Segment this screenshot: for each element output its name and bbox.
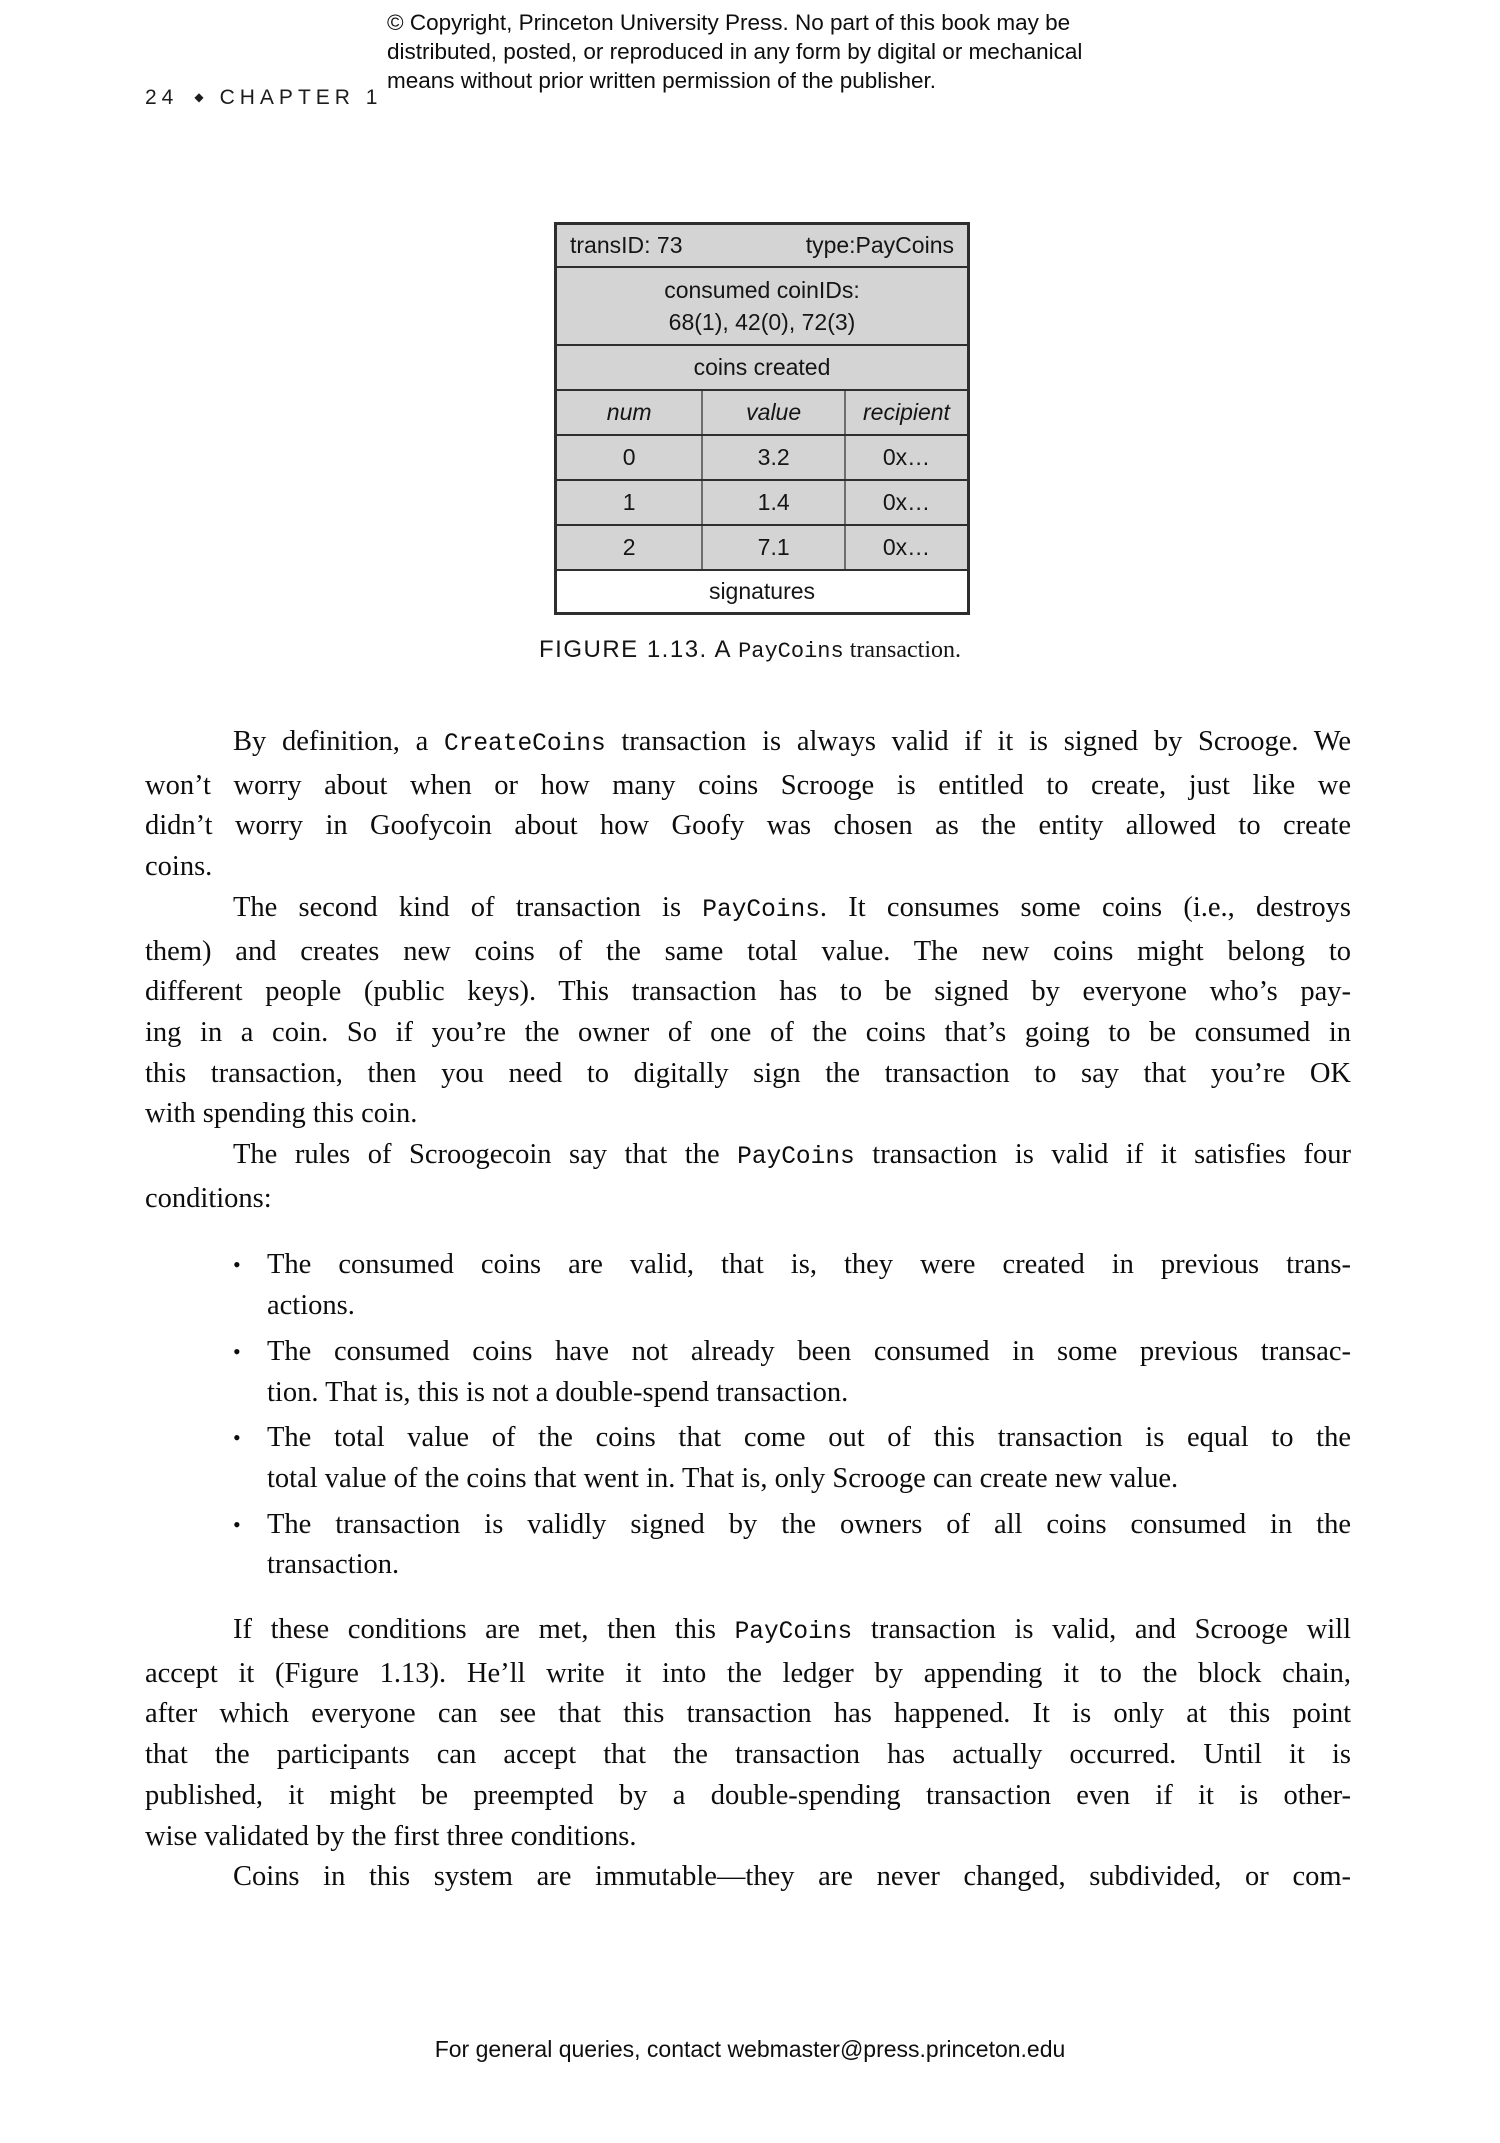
table-column-headers: [557, 391, 967, 436]
paragraph-line: accept it (Figure 1.13). He’ll write it into the ledger by appending it to the block chain,: [145, 1657, 1351, 1689]
text-segment: By definition, a: [233, 726, 444, 757]
table-row-coins-created: coins created: [557, 346, 967, 391]
body-text: [145, 722, 1351, 1898]
paragraph-line: [145, 1610, 1351, 1654]
list-item-line: total value of the coins that went in. That is, only Scrooge can create new value.: [267, 1462, 1179, 1494]
table-row-header: [557, 225, 967, 268]
column-header: value: [701, 391, 844, 434]
list-item-line: transaction.: [267, 1549, 400, 1581]
bullet-icon: •: [233, 1425, 241, 1451]
cell-recipient: 0x…: [844, 526, 967, 569]
paragraph: [145, 1857, 1351, 1898]
figure-caption-label: FIGURE 1.13. A: [539, 636, 733, 663]
list-item-line: actions.: [267, 1290, 355, 1322]
text-segment: transaction is valid, and Scrooge will: [852, 1614, 1351, 1646]
copyright-line: © Copyright, Princeton University Press. No part of this book may be: [387, 10, 1071, 35]
list-item-line: The consumed coins are valid, that is, they were created in previous trans-: [267, 1249, 1351, 1281]
table-row-consumed: [557, 268, 967, 346]
paragraph-line: didn’t worry in Goofycoin about how Goofy was chosen as the entity allowed to create: [145, 810, 1351, 842]
paragraph-line: after which everyone can see that this transaction has happened. It is only at this point: [145, 1698, 1351, 1730]
figure-caption-code: PayCoins: [738, 639, 844, 664]
table-row: [557, 436, 967, 481]
paragraph-line: [145, 722, 1351, 766]
consumed-ids: 68(1), 42(0), 72(3): [668, 309, 856, 335]
table-row: [557, 481, 967, 526]
list-item-line: tion. That is, this is not a double-spend transaction.: [267, 1376, 849, 1408]
paragraph: [145, 722, 1351, 888]
paragraph: [145, 1135, 1351, 1219]
paragraph-line: with spending this coin.: [145, 1098, 418, 1130]
cell-value: 1.4: [701, 481, 844, 524]
list-item: [145, 1418, 1351, 1499]
list-item: [145, 1245, 1351, 1326]
conditions-list: [145, 1245, 1351, 1586]
table-row: [557, 526, 967, 571]
code-term: PayCoins: [734, 1619, 853, 1647]
paragraph: [145, 888, 1351, 1135]
page-number: 24: [145, 86, 179, 109]
cell-value: 7.1: [701, 526, 844, 569]
text-segment: The rules of Scroogecoin say that the: [233, 1139, 738, 1171]
copyright-line: distributed, posted, or reproduced in any form by digital or mechanical: [387, 39, 1083, 64]
code-term: PayCoins: [702, 896, 820, 924]
paragraph-line: coins.: [145, 851, 213, 883]
footer-contact: For general queries, contact webmaster@press.princeton.edu: [434, 2036, 1066, 2062]
list-item-line: The total value of the coins that come out of this transaction is equal to the: [267, 1422, 1351, 1454]
table-row-signatures: signatures: [557, 571, 967, 612]
paragraph-line: conditions:: [145, 1182, 272, 1214]
code-term: PayCoins: [737, 1144, 855, 1172]
figure-caption-text: transaction.: [849, 637, 961, 663]
trans-type: type:PayCoins: [805, 232, 954, 258]
consumed-label: consumed coinIDs:: [664, 277, 860, 303]
paragraph-line: different people (public keys). This transaction has to be signed by everyone who’s pay-: [145, 976, 1351, 1008]
paragraph-line: wise validated by the first three conditions.: [145, 1820, 637, 1852]
paragraph-line: that the participants can accept that the transaction has actually occurred. Until it is: [145, 1739, 1351, 1771]
chapter-title: CHAPTER 1: [219, 86, 383, 109]
paragraph-line: ing in a coin. So if you’re the owner of one of the coins that’s going to be consumed in: [145, 1016, 1351, 1048]
paragraph-line: [145, 888, 1351, 932]
list-item: [145, 1332, 1351, 1413]
cell-value: 3.2: [701, 436, 844, 479]
cell-recipient: 0x…: [844, 481, 967, 524]
text-segment: transaction is valid if it satisfies four: [854, 1139, 1351, 1171]
running-head: [145, 86, 382, 110]
bullet-icon: •: [233, 1252, 241, 1278]
cell-num: 0: [622, 444, 636, 470]
paycoins-transaction-figure: [554, 222, 970, 615]
text-segment: If these conditions are met, then this: [233, 1614, 735, 1646]
separator-diamond-icon: ◆: [194, 90, 204, 104]
paragraph-line: them) and creates new coins of the same total value. The new coins might belong to: [145, 935, 1351, 967]
figure-caption: [0, 636, 1500, 664]
copyright-line: means without prior written permission of the publisher.: [387, 68, 937, 93]
cell-num: 2: [622, 534, 636, 560]
trans-id: transID: 73: [570, 232, 683, 258]
copyright-notice: [387, 8, 1082, 95]
list-item-line: The consumed coins have not already been consumed in some previous transac-: [267, 1335, 1351, 1367]
column-header: num: [606, 399, 652, 425]
paragraph-line: Coins in this system are immutable—they are never changed, subdivided, or com-: [233, 1861, 1351, 1893]
bullet-icon: •: [233, 1338, 241, 1364]
list-item-line: The transaction is validly signed by the owners of all coins consumed in the: [267, 1508, 1351, 1540]
list-item: [145, 1505, 1351, 1586]
paragraph-line: won’t worry about when or how many coins Scrooge is entitled to create, just like we: [145, 769, 1351, 801]
bullet-icon: •: [233, 1511, 241, 1537]
paragraph-line: published, it might be preempted by a double-spending transaction even if it is other-: [145, 1779, 1351, 1811]
paragraph-line: this transaction, then you need to digitally sign the transaction to say that you’re OK: [145, 1057, 1351, 1089]
cell-recipient: 0x…: [844, 436, 967, 479]
paragraph: [145, 1610, 1351, 1857]
cell-num: 1: [622, 489, 636, 515]
text-segment: The second kind of transaction is: [233, 891, 703, 923]
column-header: recipient: [844, 391, 967, 434]
text-segment: transaction is always valid if it is signed by Scrooge. We: [605, 726, 1351, 757]
code-term: CreateCoins: [443, 731, 606, 758]
text-segment: . It consumes some coins (i.e., destroys: [819, 891, 1351, 923]
paragraph-line: [145, 1135, 1351, 1179]
